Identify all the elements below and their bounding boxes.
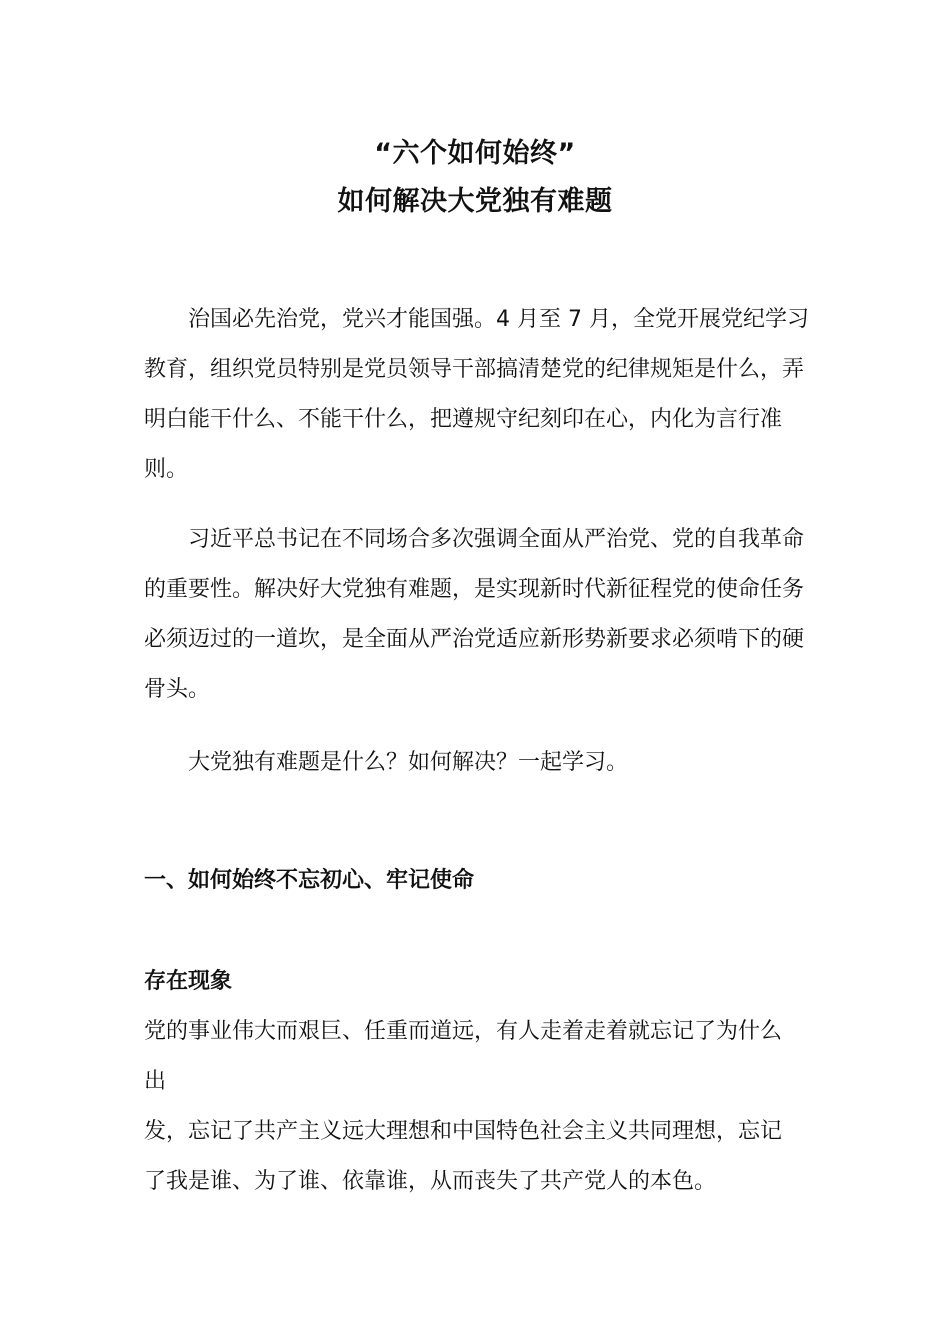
section-text-line: 出 [144, 1069, 167, 1094]
section-text-line: 了我是谁、为了谁、依靠谁，从而丧失了共产党人的本色。 [144, 1169, 717, 1194]
third-paragraph: 大党独有难题是什么？如何解决？一起学习。 [188, 750, 629, 775]
section-subheading: 存在现象 [144, 969, 233, 994]
intro-paragraph: 治国必先治党，党兴才能国强。4 月至 7 月，全党开展党纪学习教育，组织党员特别是党员领导干部搞清楚党的纪律规矩是什么，弄明白能干什么、不能干什么，把遵规守纪刻印在心，内化为言行准则。 [144, 307, 809, 482]
title-line-2: 如何解决大党独有难题 [337, 186, 613, 217]
title-line-1: “六个如何始终” [374, 138, 576, 169]
second-paragraph: 习近平总书记在不同场合多次强调全面从严治党、党的自我革命的重要性。解决好大党独有难题，是实现新时代新征程党的使命任务必须迈过的一道坎，是全面从严治党适应新形势新要求必须啃下的硬骨头。 [144, 527, 805, 702]
document-title [0, 130, 950, 226]
section-text-line: 发，忘记了共产主义远大理想和中国特色社会主义共同理想，忘记 [144, 1119, 783, 1144]
section-heading: 一、如何始终不忘初心、牢记使命 [144, 868, 475, 893]
section-text-line: 党的事业伟大而艰巨、任重而道远，有人走着走着就忘记了为什么 [144, 1019, 783, 1044]
